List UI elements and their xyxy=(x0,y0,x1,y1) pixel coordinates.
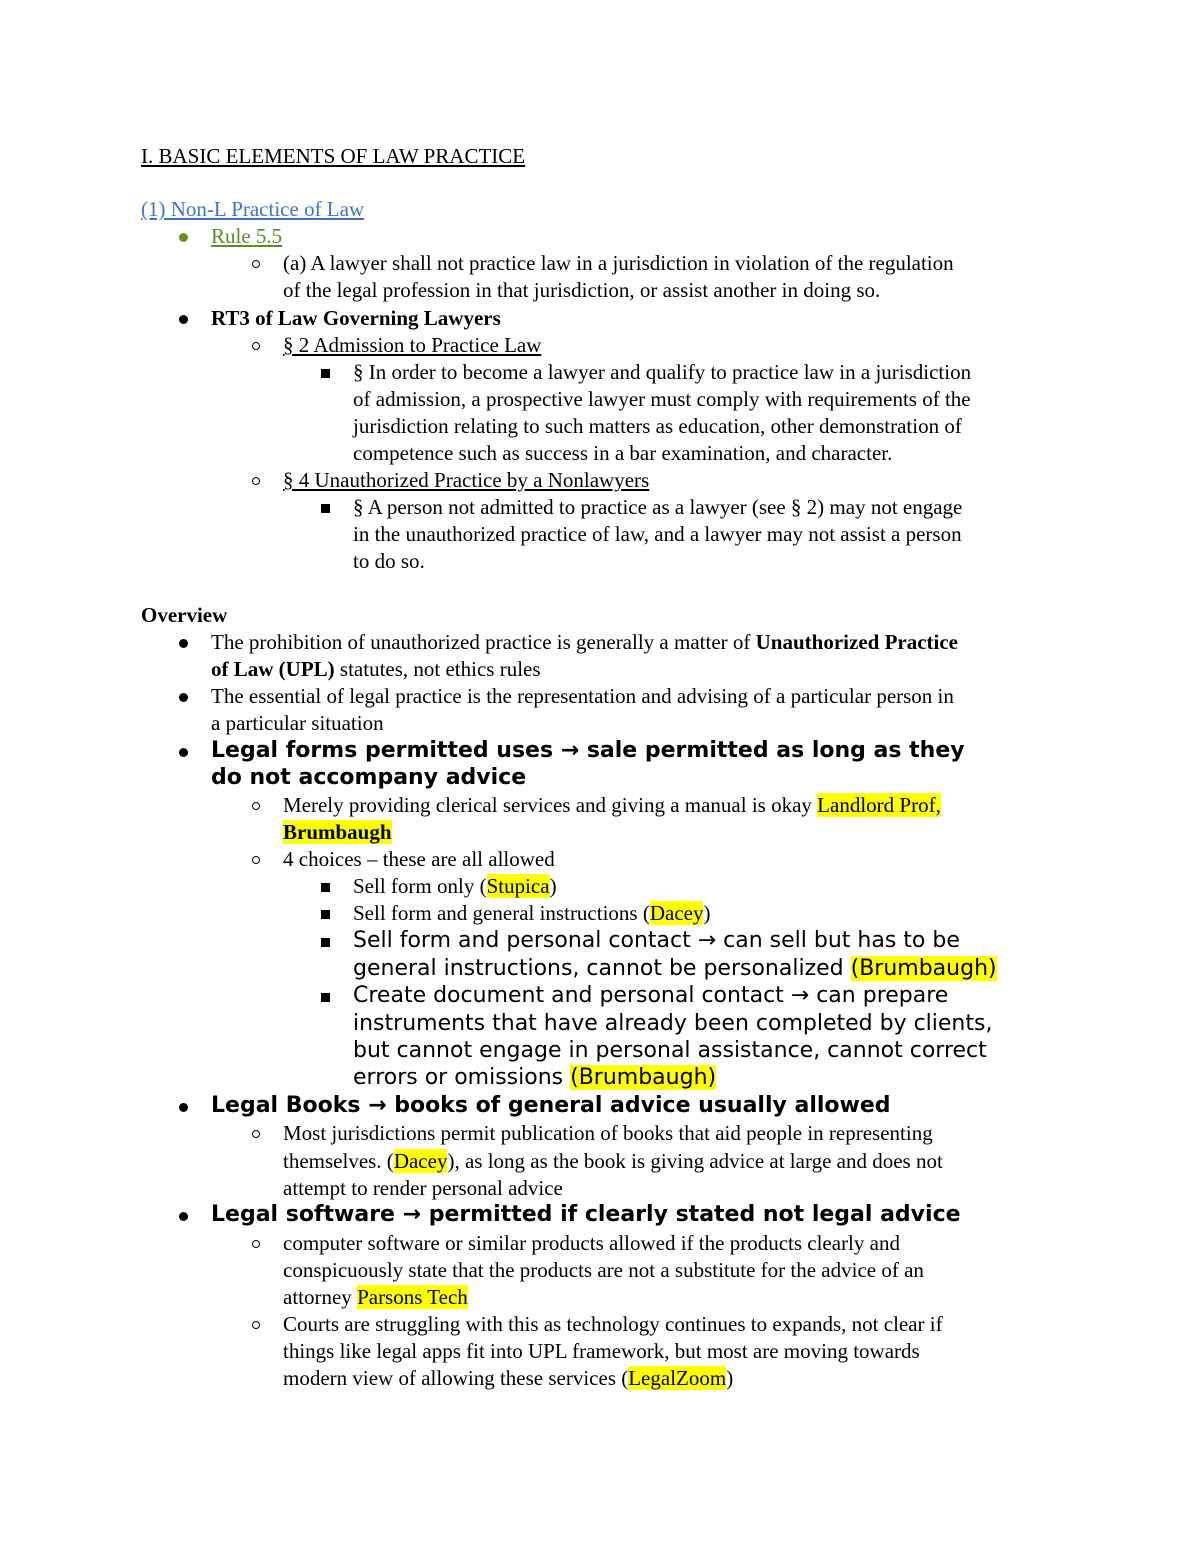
bullet-circle xyxy=(252,802,260,810)
overview-essential-line: a particular situation xyxy=(211,711,384,735)
bullet-circle xyxy=(252,1240,260,1248)
bullet-circle xyxy=(252,260,260,268)
section-2-text-line: of admission, a prospective lawyer must comply with requirements of the xyxy=(353,387,971,411)
legal-books-text-line: attempt to render personal advice xyxy=(283,1176,563,1200)
overview-essential-line: The essential of legal practice is the representation and advising of a particular person in xyxy=(211,684,954,708)
legal-software-heading: Legal software → permitted if clearly stated not legal advice xyxy=(211,1202,961,1227)
legal-forms-heading: do not accompany advice xyxy=(211,765,527,790)
section-2-text-line: competence such as success in a bar examination, and character. xyxy=(353,441,893,465)
section-2-text-line: § In order to become a lawyer and qualify to practice law in a jurisdiction xyxy=(353,360,972,384)
legal-books-text-line: Most jurisdictions permit publication of books that aid people in representing xyxy=(283,1121,933,1145)
bullet-square xyxy=(321,883,330,892)
section-4-text-line: in the unauthorized practice of law, and a lawyer may not assist a person xyxy=(353,522,962,546)
rt3-label: RT3 of Law Governing Lawyers xyxy=(211,306,501,330)
section-4-text-line: to do so. xyxy=(353,549,425,573)
clerical-services-line: Merely providing clerical services and giving a manual is okay Landlord Prof, xyxy=(283,793,941,817)
rule-5-5-text-line: of the legal profession in that jurisdiction, or assist another in doing so. xyxy=(283,278,881,302)
legal-books-heading: Legal Books → books of general advice usually allowed xyxy=(211,1093,891,1118)
rule-5-5-label: Rule 5.5 xyxy=(211,224,283,248)
bullet-circle xyxy=(252,342,260,350)
choice-create-document: instruments that have already been completed by clients, xyxy=(353,1011,993,1036)
choice-create-document: but cannot engage in personal assistance, cannot correct xyxy=(353,1038,987,1063)
bullet-square xyxy=(321,993,330,1002)
choice-create-document: errors or omissions (Brumbaugh) xyxy=(353,1065,717,1090)
bullet-circle xyxy=(252,477,260,485)
courts-struggling-line: modern view of allowing these services (LegalZoom) xyxy=(283,1366,734,1390)
bullet-dot xyxy=(179,315,188,324)
choice-sell-form-contact: general instructions, cannot be personalized (Brumbaugh) xyxy=(353,956,997,981)
choice-sell-form-instructions: Sell form and general instructions (Dacey) xyxy=(353,901,711,925)
legal-software-text-line: conspicuously state that the products are not a substitute for the advice of an xyxy=(283,1258,924,1282)
legal-forms-heading: Legal forms permitted uses → sale permitted as long as they xyxy=(211,738,965,763)
bullet-circle xyxy=(252,1321,260,1329)
bullet-dot xyxy=(179,1212,188,1221)
bullet-dot xyxy=(179,693,188,702)
overview-title: Overview xyxy=(141,603,228,627)
courts-struggling-line: Courts are struggling with this as technology continues to expands, not clear if xyxy=(283,1312,943,1336)
bullet-dot xyxy=(179,1103,188,1112)
legal-software-text-line: attorney Parsons Tech xyxy=(283,1285,468,1309)
overview-upl-line: of Law (UPL) statutes, not ethics rules xyxy=(211,657,541,681)
clerical-services-line: Brumbaugh xyxy=(283,820,392,844)
bullet-square xyxy=(321,910,330,919)
section-2-title: § 2 Admission to Practice Law xyxy=(283,333,542,357)
bullet-dot xyxy=(179,639,188,648)
legal-books-text-line: themselves. (Dacey), as long as the book is giving advice at large and does not xyxy=(283,1149,943,1173)
section-4-text-line: § A person not admitted to practice as a lawyer (see § 2) may not engage xyxy=(353,495,963,519)
choice-sell-form-contact: Sell form and personal contact → can sell but has to be xyxy=(353,928,960,953)
section-title-non-lawyer-practice: (1) Non-L Practice of Law xyxy=(141,197,365,221)
choice-create-document: Create document and personal contact → can prepare xyxy=(353,983,949,1008)
section-4-title: § 4 Unauthorized Practice by a Nonlawyers xyxy=(283,468,650,492)
courts-struggling-line: things like legal apps fit into UPL framework, but most are moving towards xyxy=(283,1339,920,1363)
bullet-circle xyxy=(252,1130,260,1138)
rule-5-5-text-line: (a) A lawyer shall not practice law in a jurisdiction in violation of the regulation xyxy=(283,251,954,275)
overview-upl-line: The prohibition of unauthorized practice is generally a matter of Unauthorized Practice xyxy=(211,630,959,654)
bullet-circle xyxy=(252,856,260,864)
choice-sell-form-only: Sell form only (Stupica) xyxy=(353,874,557,898)
page-heading: I. BASIC ELEMENTS OF LAW PRACTICE xyxy=(141,144,526,168)
four-choices-line: 4 choices – these are all allowed xyxy=(283,847,555,871)
bullet-square xyxy=(321,504,330,513)
section-2-text-line: jurisdiction relating to such matters as education, other demonstration of xyxy=(353,414,962,438)
bullet-dot xyxy=(179,748,188,757)
legal-software-text-line: computer software or similar products allowed if the products clearly and xyxy=(283,1231,900,1255)
bullet-square xyxy=(321,938,330,947)
bullet-square xyxy=(321,369,330,378)
bullet-dot xyxy=(179,233,188,242)
